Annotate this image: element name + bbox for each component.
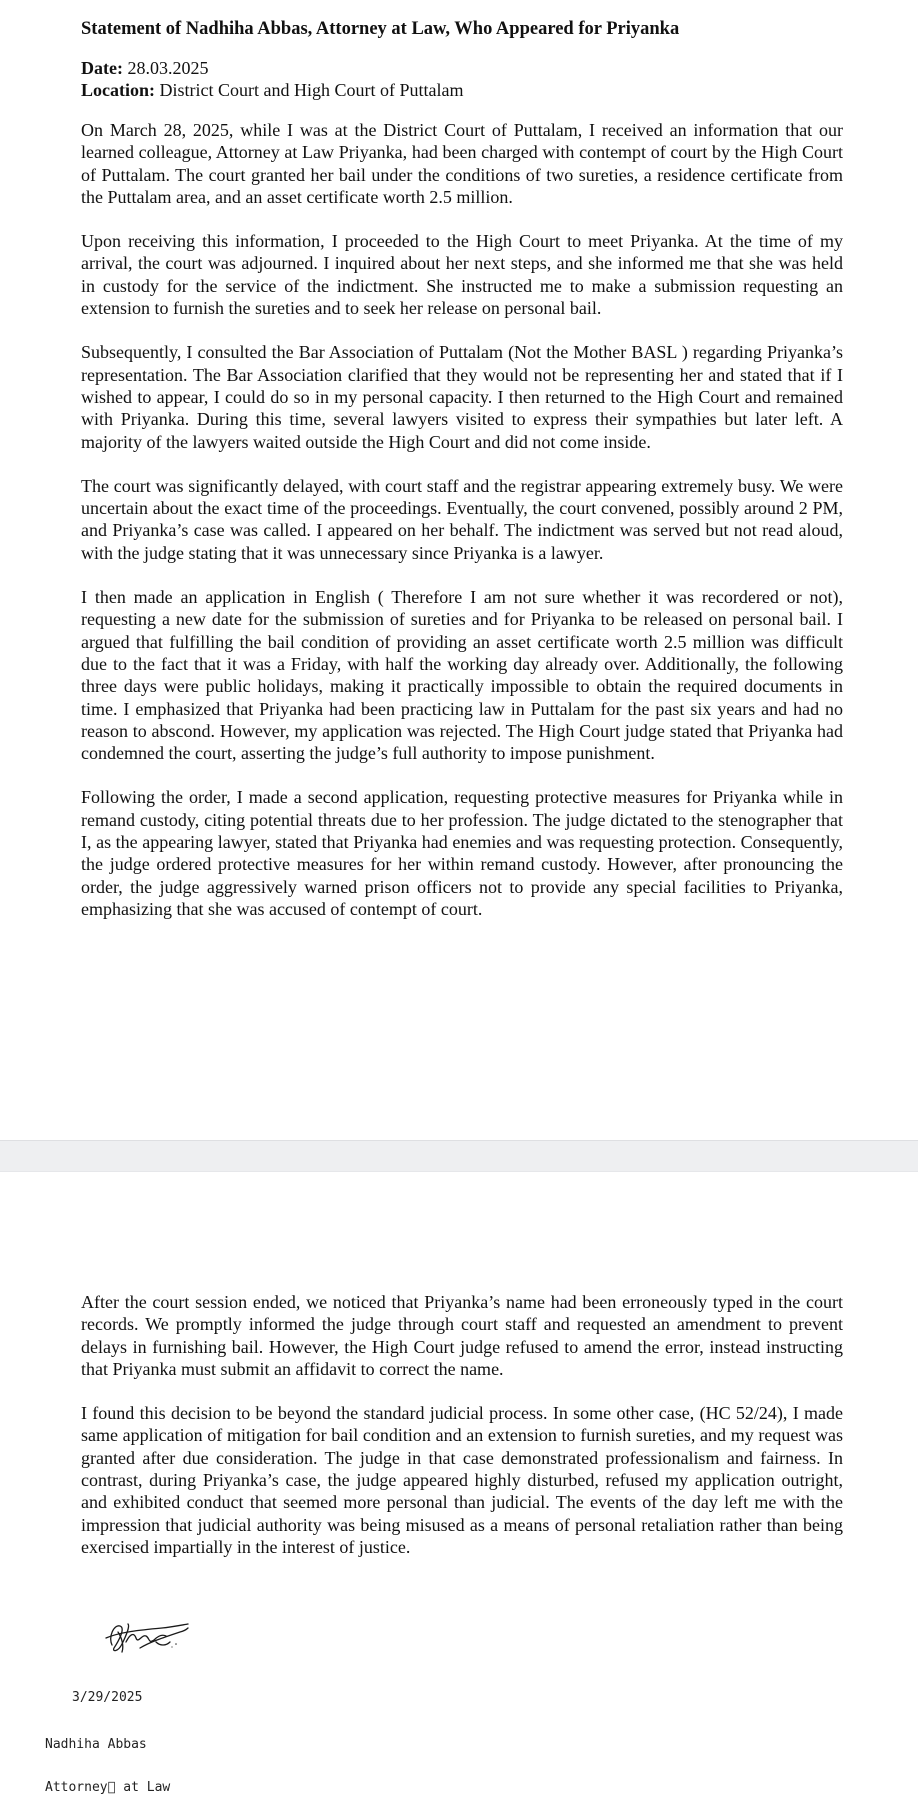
location-line [81,79,843,101]
location-value: District Court and High Court of Puttalam [159,80,464,100]
date-label: Date: [81,58,123,78]
page-separator [0,1140,918,1172]
date-value: 28.03.2025 [127,58,209,78]
paragraph: I then made an application in English ( Therefore I am not sure whether it was recordered or not), requesting a new date for the submission of sureties and for Priyanka to be released on personal bail. I argued that fulfilling the bail condition of providing an asset certificate worth 2.5 million was difficult due to the fact that it was a Friday, with half the working day already over. Additionally, the following three days were public holidays, making it practically impossible to obtain the required documents in time. I emphasized that Priyanka had been practicing law in Puttalam for the past six years and had no reason to abscond. However, my application was rejected. The High Court judge stated that Priyanka had condemned the court, asserting the judge’s full authority to impose punishment. [81,587,843,764]
signatory-name: Nadhiha Abbas [45,1737,147,1752]
location-label: Location: [81,80,155,100]
page-2-content [81,1291,843,1580]
document-page-2 [0,1172,918,1820]
paragraph: I found this decision to be beyond the standard judicial process. In some other case, (HC 52/24), I made same application of mitigation for bail condition and an extension to furnish sureties, and my request was granted after due consideration. The judge in that case demonstrated professionalism and fairness. In contrast, during Priyanka’s case, the judge appeared highly disturbed, refused my application outright, and exhibited conduct that seemed more personal than judicial. The events of the day left me with the impression that judicial authority was being misused as a means of personal retaliation rather than being exercised impartially in the interest of justice. [81,1403,843,1557]
paragraph: After the court session ended, we noticed that Priyanka’s name had been erroneously typed in the court records. We promptly informed the judge through court staff and requested an amendment to prevent delays in furnishing bail. However, the High Court judge refused to amend the error, instead instructing that Priyanka must submit an affidavit to correct the name. [81,1292,843,1379]
date-line [81,57,843,79]
paragraph: The court was significantly delayed, with court staff and the registrar appearing extremely busy. We were uncertain about the exact time of the proceedings. Eventually, the court convened, possibly around 2 PM, and Priyanka’s case was called. I appeared on her behalf. The indictment was served but not read aloud, with the judge stating that it was unnecessary since Priyanka is a lawyer. [81,475,843,563]
page-1-content [81,17,843,942]
paragraph: On March 28, 2025, while I was at the District Court of Puttalam, I received an information that our learned colleague, Attorney at Law Priyanka, had been charged with contempt of court by the High Court of Puttalam. The court granted her bail under the conditions of two sureties, a residence certificate from the Puttalam area, and an asset certificate worth 2.5 million. [81,120,843,207]
statement-meta [81,57,843,101]
paragraph: Subsequently, I consulted the Bar Association of Puttalam (Not the Mother BASL ) regarding Priyanka’s representation. The Bar Association clarified that they would not be representing her and stated that if I wished to appear, I could do so in my personal capacity. I then returned to the High Court and remained with Priyanka. During this time, several lawyers visited to express their sympathies but later left. A majority of the lawyers waited outside the High Court and did not come inside. [81,342,843,452]
statement-title: Statement of Nadhiha Abbas, Attorney at Law, Who Appeared for Priyanka [81,19,680,39]
paragraph: Upon receiving this information, I proceeded to the High Court to meet Priyanka. At the time of my arrival, the court was adjourned. I inquired about her next steps, and she informed me that she was held in custody for the service of the indictment. She instructed me to make a submission requesting an extension to furnish the sureties and to seek her release on personal bail. [81,231,843,319]
signatory-title: Attorney  at Law [45,1780,171,1795]
signature-date: 3/29/2025 [72,1690,143,1705]
signature-icon [100,1612,192,1658]
paragraph: Following the order, I made a second application, requesting protective measures for Priyanka while in remand custody, citing potential threats due to her profession. The judge dictated to the stenographer that I, as the appearing lawyer, stated that Priyanka had enemies and was requesting protection. Consequently, the judge ordered protective measures for her within remand custody. However, after pronouncing the order, the judge aggressively warned prison officers not to provide any special facilities to Priyanka, emphasizing that she was accused of contempt of court. [81,787,843,919]
